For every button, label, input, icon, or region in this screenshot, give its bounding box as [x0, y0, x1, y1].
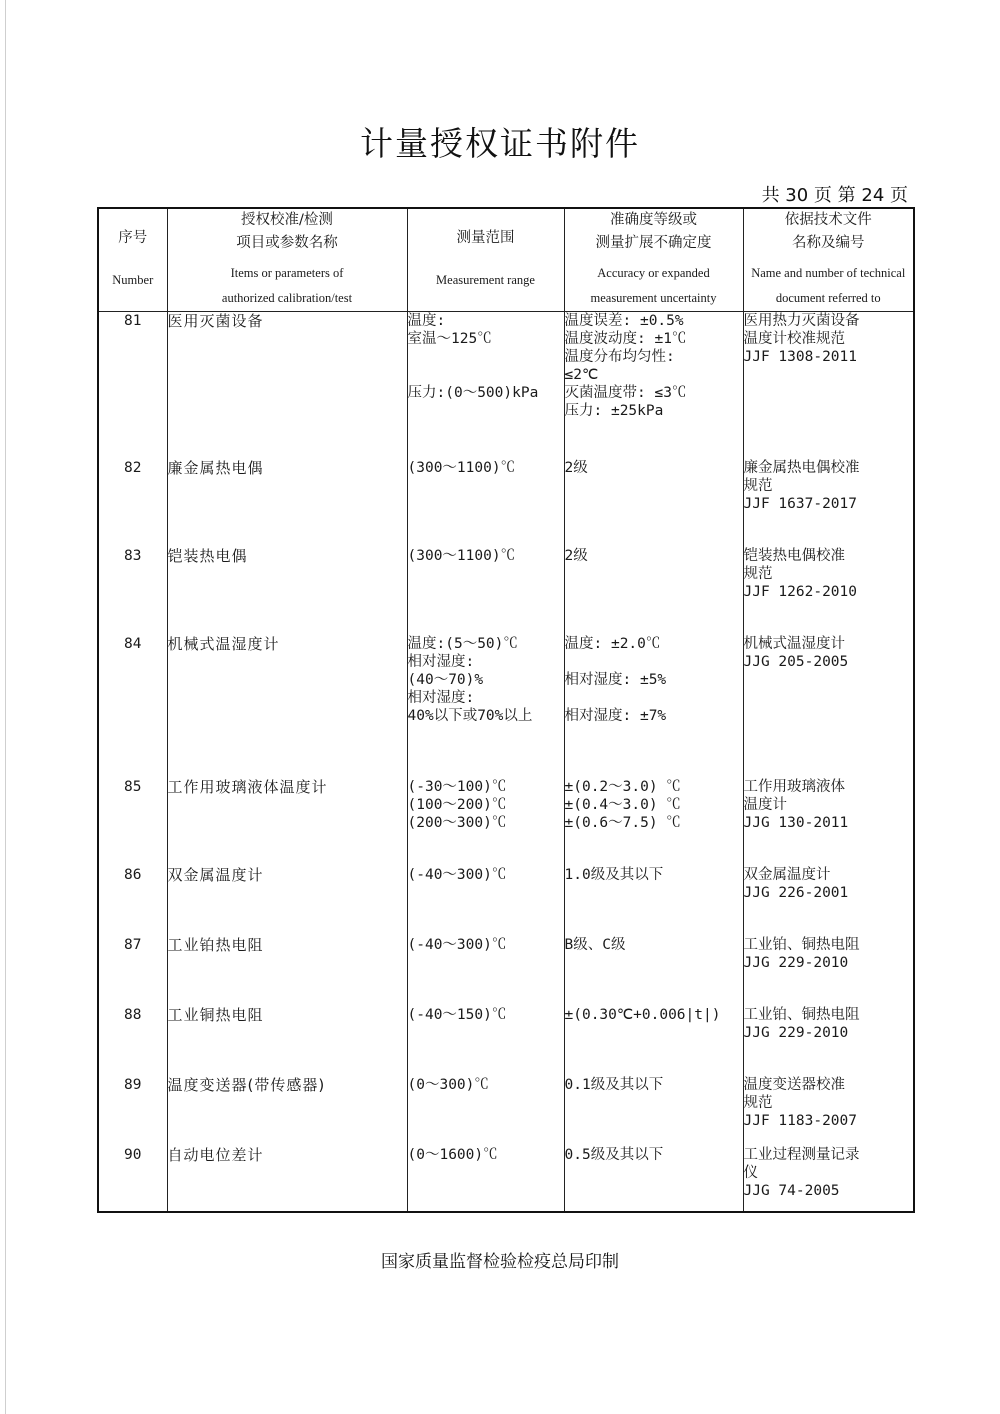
cell-line: 机械式温湿度计	[743, 635, 845, 652]
cell-line: (-30～100)℃	[407, 778, 507, 795]
row-item-name: 铠装热电偶	[167, 547, 407, 635]
row-number: 89	[98, 1076, 167, 1146]
row-accuracy	[564, 936, 743, 1006]
cell-line: 规范	[743, 477, 773, 494]
cell-line	[408, 366, 564, 384]
row-item-name: 温度变送器(带传感器)	[167, 1076, 407, 1146]
header-accuracy	[564, 208, 743, 312]
cell-line: (100～200)℃	[407, 796, 507, 813]
cell-line: 40%以下或70%以上	[407, 707, 533, 724]
row-measurement-range	[407, 1006, 564, 1076]
cell-line: JJG 205-2005	[743, 653, 849, 670]
table-row	[98, 778, 914, 866]
row-number: 83	[98, 547, 167, 635]
cell-line: 工作用玻璃液体	[743, 778, 845, 795]
cell-line: 双金属温度计	[743, 866, 831, 883]
table-header-row	[98, 208, 914, 312]
row-accuracy	[564, 866, 743, 936]
cell-line: JJG 74-2005	[743, 1182, 840, 1199]
row-reference-document	[743, 936, 914, 1006]
cell-line: (-40～300)℃	[407, 866, 507, 883]
cell-line: 室温～125℃	[407, 331, 492, 347]
cell-line: 规范	[743, 565, 773, 582]
cell-line: (-40～150)℃	[407, 1006, 507, 1023]
cell-line: B级、C级	[564, 936, 626, 953]
cell-line: JJG 229-2010	[743, 1024, 849, 1041]
cell-line: 相对湿度: ±7%	[564, 707, 667, 724]
row-reference-document	[743, 635, 914, 778]
cell-line: 工业铂、铜热电阻	[743, 936, 860, 953]
cell-line: (0～300)℃	[407, 1076, 489, 1093]
row-reference-document	[743, 459, 914, 547]
row-number: 88	[98, 1006, 167, 1076]
row-number: 82	[98, 459, 167, 547]
cell-line: 温度计校准规范	[743, 331, 845, 347]
header-number	[98, 208, 167, 312]
cell-line: 0.1级及其以下	[564, 1076, 664, 1093]
table-row	[98, 1076, 914, 1146]
row-item-name: 廉金属热电偶	[167, 459, 407, 547]
row-item-name: 机械式温湿度计	[167, 635, 407, 778]
cell-line: 0.5级及其以下	[564, 1146, 664, 1163]
header-reference-document	[743, 208, 914, 312]
cell-line: 铠装热电偶校准	[743, 547, 845, 564]
row-number: 87	[98, 936, 167, 1006]
header-en-label: authorized calibration/test	[221, 291, 353, 305]
row-accuracy	[564, 778, 743, 866]
table-row	[98, 312, 914, 459]
cell-line: JJF 1183-2007	[743, 1112, 857, 1129]
row-measurement-range	[407, 635, 564, 778]
header-measurement-range	[407, 208, 564, 312]
cell-line: 温度计	[743, 796, 787, 813]
cell-line: 医用热力灭菌设备	[743, 313, 860, 329]
row-accuracy	[564, 547, 743, 635]
cell-line: 相对湿度:	[407, 689, 475, 706]
row-reference-document	[743, 866, 914, 936]
row-reference-document	[743, 547, 914, 635]
table-body	[98, 312, 914, 1212]
row-measurement-range	[407, 1146, 564, 1212]
cell-line: 温度波动度: ±1℃	[564, 331, 687, 347]
row-reference-document	[743, 778, 914, 866]
table-row	[98, 547, 914, 635]
row-reference-document	[743, 1006, 914, 1076]
cell-line	[565, 689, 743, 707]
cell-line: 1.0级及其以下	[564, 866, 664, 883]
table-row	[98, 459, 914, 547]
cell-line: JJG 229-2010	[743, 954, 849, 971]
cell-line: 温度: ±2.0℃	[564, 635, 661, 652]
cell-line: JJG 226-2001	[743, 884, 849, 901]
document-title: 计量授权证书附件	[360, 124, 640, 163]
cell-line: ±(0.30℃+0.006|t|)	[564, 1006, 721, 1023]
header-en-label: Number	[112, 273, 154, 287]
cell-line: JJF 1262-2010	[743, 583, 857, 600]
row-number: 84	[98, 635, 167, 778]
table-row	[98, 1006, 914, 1076]
cell-line: ≤2℃	[564, 367, 599, 383]
cell-line: (200～300)℃	[407, 814, 507, 831]
cell-line: 相对湿度: ±5%	[564, 671, 667, 688]
row-accuracy	[564, 635, 743, 778]
header-en-label: document referred to	[775, 291, 881, 305]
footer-publisher: 国家质量监督检验检疫总局印制	[381, 1252, 619, 1272]
cell-line: 工业过程测量记录	[743, 1146, 860, 1163]
cell-line: JJF 1637-2017	[743, 495, 857, 512]
row-reference-document	[743, 312, 914, 459]
cell-line: JJG 130-2011	[743, 814, 849, 831]
table-row	[98, 635, 914, 778]
cell-line: 温度分布均匀性:	[564, 349, 675, 365]
page-indicator: 共 30 页 第 24 页	[761, 185, 908, 206]
header-zh-label: 序号	[118, 230, 148, 246]
row-measurement-range	[407, 866, 564, 936]
header-en-label: Name and number of technical	[751, 266, 906, 280]
cell-line: ±(0.2～3.0) ℃	[564, 778, 681, 795]
cell-line: JJF 1308-2011	[743, 349, 857, 365]
row-number: 85	[98, 778, 167, 866]
cell-line: (0～1600)℃	[407, 1146, 498, 1163]
header-zh-label: 测量范围	[456, 230, 515, 246]
cell-line: (300～1100)℃	[407, 459, 516, 476]
cell-line: (-40～300)℃	[407, 936, 507, 953]
row-accuracy	[564, 1146, 743, 1212]
row-reference-document	[743, 1146, 914, 1212]
header-en-label: Accuracy or expanded	[597, 266, 710, 280]
table-row	[98, 936, 914, 1006]
cell-line: 温度误差: ±0.5%	[564, 313, 684, 329]
header-en-label: measurement uncertainty	[590, 291, 717, 305]
row-measurement-range	[407, 778, 564, 866]
row-measurement-range	[407, 459, 564, 547]
cell-line	[565, 653, 743, 671]
row-item-name: 医用灭菌设备	[167, 312, 407, 459]
cell-line: 仪	[743, 1164, 758, 1181]
row-accuracy	[564, 1006, 743, 1076]
header-zh-label: 测量扩展不确定度	[595, 235, 712, 251]
row-item-name: 工作用玻璃液体温度计	[167, 778, 407, 866]
row-accuracy	[564, 459, 743, 547]
row-number: 81	[98, 312, 167, 459]
row-number: 90	[98, 1146, 167, 1212]
authorization-table	[97, 207, 915, 1213]
row-measurement-range	[407, 547, 564, 635]
table-row	[98, 1146, 914, 1212]
row-reference-document	[743, 1076, 914, 1146]
cell-line: 相对湿度:	[407, 653, 475, 670]
row-measurement-range	[407, 1076, 564, 1146]
row-accuracy	[564, 1076, 743, 1146]
row-measurement-range	[407, 312, 564, 459]
cell-line: 温度变送器校准	[743, 1076, 845, 1093]
cell-line: 2级	[564, 459, 588, 476]
header-zh-label: 准确度等级或	[610, 212, 697, 228]
row-measurement-range	[407, 936, 564, 1006]
cell-line: 廉金属热电偶校准	[743, 459, 860, 476]
header-item-name	[167, 208, 407, 312]
table-row	[98, 866, 914, 936]
header-zh-label: 项目或参数名称	[236, 235, 338, 251]
cell-line: ±(0.4～3.0) ℃	[564, 796, 681, 813]
cell-line: 工业铂、铜热电阻	[743, 1006, 860, 1023]
row-item-name: 工业铜热电阻	[167, 1006, 407, 1076]
cell-line: 压力: ±25kPa	[564, 403, 664, 419]
header-zh-label: 依据技术文件	[784, 212, 872, 228]
cell-line: 温度:(5～50)℃	[407, 635, 518, 652]
row-accuracy	[564, 312, 743, 459]
cell-line: (40～70)%	[407, 671, 484, 688]
header-en-label: Measurement range	[436, 273, 535, 287]
row-number: 86	[98, 866, 167, 936]
row-item-name: 双金属温度计	[167, 866, 407, 936]
cell-line: 2级	[564, 547, 588, 564]
scan-edge-line	[5, 0, 6, 1414]
cell-line	[408, 348, 564, 366]
cell-line: ±(0.6～7.5) ℃	[564, 814, 681, 831]
cell-line: 压力:(0～500)kPa	[407, 385, 539, 401]
header-zh-label: 授权校准/检测	[241, 212, 333, 228]
cell-line: 灭菌温度带: ≤3℃	[564, 385, 687, 401]
cell-line: (300～1100)℃	[407, 547, 516, 564]
cell-line: 规范	[743, 1094, 773, 1111]
row-item-name: 工业铂热电阻	[167, 936, 407, 1006]
row-item-name: 自动电位差计	[167, 1146, 407, 1212]
cell-line: 温度:	[407, 313, 446, 329]
header-en-label: Items or parameters of	[230, 266, 344, 280]
header-zh-label: 名称及编号	[792, 235, 865, 251]
